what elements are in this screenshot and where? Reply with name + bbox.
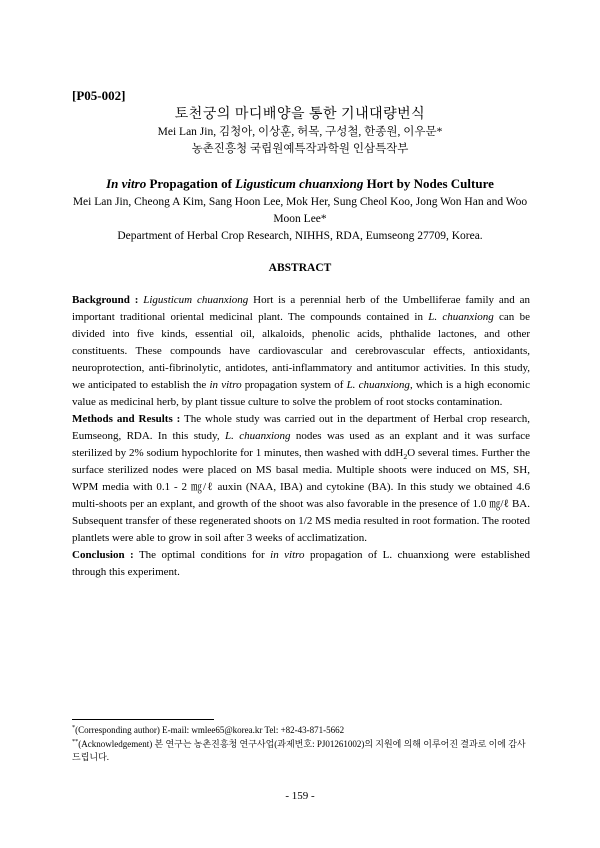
background-label: Background : (72, 294, 139, 306)
methods-paragraph: Methods and Results : The whole study was carried out in the department of Herbal crop research, Eumseong, RDA. In this study, L. chuanxiong nodes was used as an explant and it was surface sterilized by 2% sodium hypochlorite for 1 minutes, then washed with ddH$_2$O several times. Further the surface sterilized nodes were placed on MS basal media. Multiple shoots were induced on MS, SH, WPM media with 0.1 - 2 ㎎/ℓ auxin (NAA, IBA) and cytokine (BA). In this study we obtained 4.6 multi-shoots per an explant, and growth of the shoot was also favorable in the presence of 1.0 ㎎/ℓ BA. Subsequent transfer of these regenerated shoots on 1/2 MS media resulted in root formation. The rooted plantlets were able to grow in soil after 3 weeks of acclimatization. (72, 413, 530, 544)
korean-affiliation: 농촌진흥청 국립원예특작과학원 인삼특작부 (191, 143, 409, 155)
footnote-divider (72, 719, 214, 720)
title-plain-1: Propagation of (146, 176, 236, 191)
background-species: Ligusticum chuanxiong (143, 294, 249, 306)
english-title (0, 176, 600, 192)
korean-authors: Mei Lan Jin, 김청아, 이상훈, 허목, 구성철, 한종원, 이우문* (157, 126, 443, 138)
korean-title: 토천궁의 마디배양을 통한 기내대량번식 (174, 107, 426, 122)
title-italic-species: Ligusticum chuanxiong (235, 176, 364, 191)
methods-label: Methods and Results : (72, 413, 181, 425)
conclusion-label: Conclusion : (72, 549, 134, 561)
title-italic-in-vitro: In vitro (106, 176, 147, 191)
paper-id: [P05-002] (72, 88, 126, 103)
footnote-acknowledgement: **(Acknowledgement) 본 연구는 농촌진흥청 연구사업(과제번호: PJ01261002)의 지원에 의해 이루어진 결과로 이에 감사드립니다. (72, 738, 526, 762)
abstract-body (72, 292, 530, 581)
abstract-heading: ABSTRACT (268, 262, 332, 274)
title-plain-2: Hort by Nodes Culture (363, 176, 494, 191)
background-paragraph: Background : Ligusticum chuanxiong Hort is a perennial herb of the Umbelliferae family and an important traditional oriental medicinal plant. The compounds contained in L. chuanxiong can be divided into five kinds, essential oil, alkaloids, phenolic acids, phthalide lactones, and other constituents. These compounds have cardiovascular and cerebrovascular effects, antioxidants, neuroprotection, anti-fibrinolytic, antidotes, anti-inflammatory and antitumor activities. In this study, we anticipated to establish the in vitro propagation system of L. chuanxiong, which is a high economic value as medicinal herb, by plant tissue culture to solve the problem of root stocks contamination. (72, 294, 530, 408)
english-affiliation: Department of Herbal Crop Research, NIHHS, RDA, Eumseong 27709, Korea. (117, 230, 483, 242)
footnote-corresponding: *(Corresponding author) E-mail: wmlee65@korea.kr Tel: +82-43-871-5662 (72, 724, 345, 735)
english-authors: Mei Lan Jin, Cheong A Kim, Sang Hoon Lee, Mok Her, Sung Cheol Koo, Jong Won Han and Woo Moon Lee* (72, 196, 528, 225)
page-number: - 159 - (285, 790, 315, 802)
conclusion-paragraph: Conclusion : The optimal conditions for in vitro propagation of L. chuanxiong were established through this experiment. (72, 549, 530, 578)
